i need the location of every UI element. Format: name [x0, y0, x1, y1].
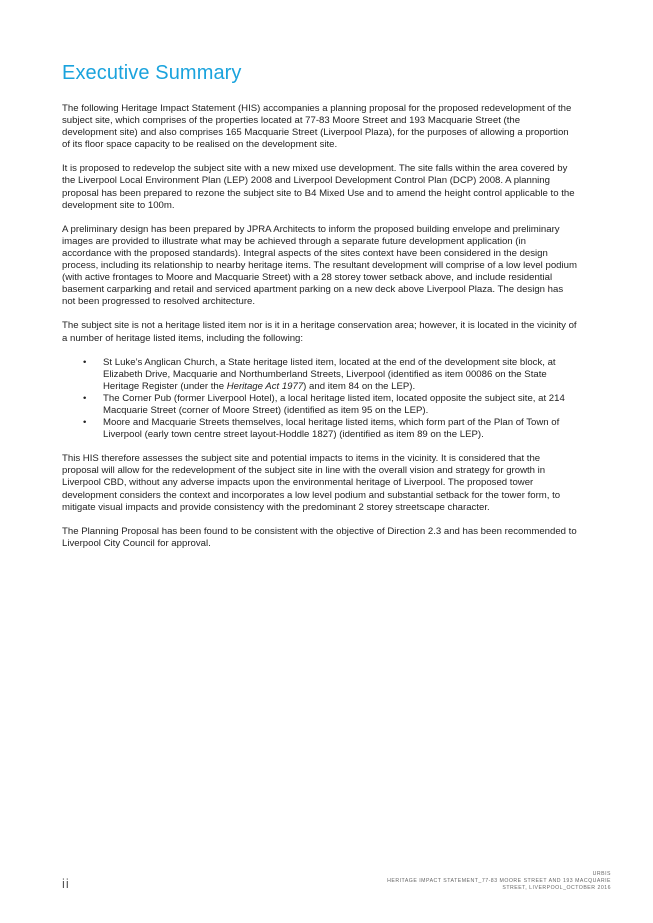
document-body: [62, 103, 577, 562]
list-item-text: The Corner Pub (former Liverpool Hotel), a local heritage listed item, located opposite the subject site, at 214 Macquarie Street (corner of Moore Street) (identified as item 95 on the LEP).: [103, 392, 565, 416]
footer-company: URBIS: [592, 871, 611, 877]
list-item-st-lukes: [62, 357, 577, 393]
list-item-text: Moore and Macquarie Streets themselves, local heritage listed items, which form part of the Plan of Town of Liverpool (early town centre street layout-Hoddle 1827) (identified as item 89 on the LEP).: [103, 417, 560, 441]
list-item-text: St Luke’s Anglican Church, a State heritage listed item, located at the end of the development site block, at Elizabeth Drive, Macquarie and Northumberland Streets, Liverpool (identified as item 00086 on the State Heritage Register (under the: [103, 356, 556, 392]
paragraph-assessment: This HIS therefore assesses the subject site and potential impacts to items in the vicinity. It is considered that the proposal will allow for the redevelopment of the subject site in line with the overall vision and strategy for growth in Liverpool CBD, without any adverse impacts upon the environmental heritage of Liverpool. The proposed tower development considers the context and incorporates a low level podium and substantial setback for the tower form, to mitigate visual impacts and provide consistency with the predominant 2 storey streetscape character.: [62, 453, 561, 513]
list-item-streets: [62, 417, 577, 441]
bullet-icon: •: [83, 417, 87, 429]
bullet-icon: •: [83, 392, 87, 404]
paragraph-design: A preliminary design has been prepared by JPRA Architects to inform the proposed building envelope and preliminary images are provided to illustrate what may be achieved through a separate future development application (in accordance with the proposed standards). Integral aspects of the sites context have been considered in the design process, including its relationship to nearby heritage items. The resultant development will comprise of a low level podium (with active frontages to Moore and Macquarie Street) with a 28 storey tower setback above, and include residential basement carparking and retail and serviced apartment parking on a new deck above Liverpool Plaza. The design has not been progressed to resolved architecture.: [62, 223, 577, 308]
heritage-items-list: [62, 357, 577, 442]
list-item-text-end: ) and item 84 on the LEP).: [303, 380, 416, 392]
paragraph-heritage-context: The subject site is not a heritage listed item nor is it in a heritage conservation area; however, it is located in the vicinity of a number of heritage listed items, including the following:: [62, 320, 577, 344]
list-item-corner-pub: [62, 393, 577, 417]
footer-document-date: STREET, LIVERPOOL_OCTOBER 2016: [502, 885, 611, 891]
paragraph-proposal: It is proposed to redevelop the subject site with a new mixed use development. The site falls within the area covered by the Liverpool Local Environment Plan (LEP) 2008 and Liverpool Development Control Plan (DCP) 2008. A planning proposal has been prepared to rezone the subject site to B4 Mixed Use and to amend the height control applicable to the development site to 100m.: [62, 163, 575, 211]
page-title: Executive Summary: [62, 62, 242, 84]
footer-document-title: HERITAGE IMPACT STATEMENT_77-83 MOORE STREET AND 193 MACQUARIE: [387, 878, 611, 884]
paragraph-intro: The following Heritage Impact Statement (HIS) accompanies a planning proposal for the proposed redevelopment of the subject site, which comprises of the properties located at 77-83 Moore Street and 193 Macquarie Street (the development site) and also comprises 165 Macquarie Street (Liverpool Plaza), for the purposes of allowing a proportion of its floor space capacity to be realised on the development site.: [62, 103, 572, 151]
footer-document-info: [387, 871, 611, 892]
paragraph-conclusion: The Planning Proposal has been found to be consistent with the objective of Direction 2.3 and has been recommended to Liverpool City Council for approval.: [62, 525, 577, 549]
bullet-icon: •: [83, 356, 87, 368]
list-item-italic-act: Heritage Act 1977: [226, 380, 304, 392]
page-number: ii: [62, 876, 70, 891]
